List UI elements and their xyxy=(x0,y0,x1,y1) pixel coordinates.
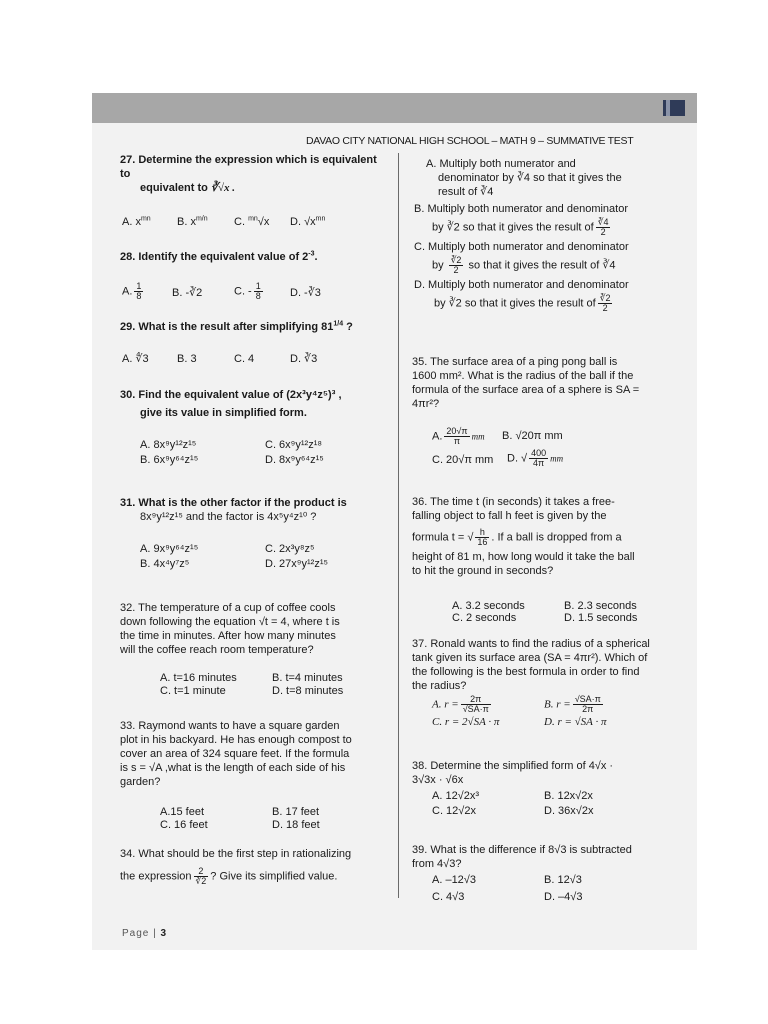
option-c[interactable]: C. 4 xyxy=(234,353,255,365)
option-d[interactable]: D. 27x⁹y¹²z¹⁵ xyxy=(265,558,329,570)
page-badge xyxy=(663,100,685,116)
question-text: Determine the expression which is equivalent to xyxy=(120,154,377,180)
question-33: 33. Raymond wants to have a square garden plot in his backyard. He has enough compost to cover an area of 324 square feet. If the formula is s = √A ,what is the length of each side of his garden? A.15 feet B. 17 feet C. 16 feet D. 18 feet xyxy=(120,720,352,831)
option-d[interactable]: D. 36x√2x xyxy=(544,805,594,817)
option-d[interactable]: D. $√x^{mn}$ xyxy=(290,215,326,228)
option-d[interactable]: D. √ $\frac{400}{4\pi}$ mm xyxy=(507,448,564,468)
question-30: 30. Find the equivalent value of (2x³y⁴z⁵)³ , give its value in simplified form. A. 8x⁹y¹²z¹⁵ C. 6x⁹y¹²z¹⁸ B. 6x⁹y⁶⁴z¹⁵ D. 8x⁹y⁶⁴z¹⁵ xyxy=(120,389,342,466)
option-a[interactable]: A. t=16 minutes xyxy=(160,672,237,684)
page-footer: Page | 3 xyxy=(122,928,168,939)
question-34: 34. What should be the first step in rationalizing the expression $\frac{2}{∛2}$ ? Give its simplified value. xyxy=(120,848,352,886)
option-a[interactable]: A. 3.2 seconds xyxy=(452,600,525,612)
option-b[interactable]: B. t=4 minutes xyxy=(272,672,343,684)
option-b[interactable]: B. r = $\frac{√SA\cdot\pi}{2\pi}$ xyxy=(544,694,601,714)
option-d[interactable]: D. 1.5 seconds xyxy=(564,612,638,624)
option-b[interactable]: B. 4x⁴y⁷z⁵ xyxy=(140,558,190,570)
option-d[interactable]: D. r = √SA · π xyxy=(544,716,607,728)
option-c[interactable]: C. t=1 minute xyxy=(160,685,226,697)
option-a[interactable]: A. 9x⁹y⁶⁴z¹⁵ xyxy=(140,543,199,555)
question-27: 27. Determine the expression which is equivalent to equivalent to ∛√x . A. $x^{mn}$ B. $x^{m/n}$ C. $^{mn}$√x D. $√x^{mn}$ xyxy=(120,154,377,228)
option-b[interactable]: B. -∛2 xyxy=(172,287,203,299)
option-b[interactable]: B. $x^{m/n}$ xyxy=(177,215,208,228)
option-b[interactable]: B. √20π mm xyxy=(502,430,563,442)
option-c[interactable]: C. 16 feet xyxy=(160,819,208,831)
question-35: 35. The surface area of a ping pong ball is 1600 mm². What is the radius of the ball if the formula of the surface area of a sphere is SA = 4πr²? A. $\frac{20√\pi}{\pi}$ mm B. √20π mm C. 20√π mm D. √ $\frac{400}{4\pi}$ mm xyxy=(412,356,640,468)
option-c[interactable]: C. 6x⁹y¹²z¹⁸ xyxy=(265,439,323,451)
document-page xyxy=(92,93,697,950)
option-c[interactable]: C. 12√2x xyxy=(432,805,476,817)
question-38: 38. Determine the simplified form of 4√x · 3√3x · √6x A. 12√2x³ B. 12x√2x C. 12√2x D. 36x√2x xyxy=(412,760,614,817)
option-c[interactable]: C. 20√π mm xyxy=(432,454,494,466)
option-b[interactable]: B. 2.3 seconds xyxy=(564,600,637,612)
option-b[interactable]: B. 17 feet xyxy=(272,806,320,818)
option-b[interactable]: B. Multiply both numerator and denominator by ∛2 so that it gives the result of $\frac{∛4}{2}$ xyxy=(414,203,629,237)
question-29: 29. What is the result after simplifying $81^{1/4}$ ? A. ∜3 B. 3 C. 4 D. ∛3 xyxy=(120,320,353,365)
column-divider xyxy=(398,153,399,898)
option-c[interactable]: C. $^{mn}$√x xyxy=(234,215,270,228)
option-c[interactable]: C. - $\frac{1}{8}$ xyxy=(234,281,261,301)
option-d[interactable]: D. 8x⁹y⁶⁴z¹⁵ xyxy=(265,454,324,466)
option-a[interactable]: A. Multiply both numerator and denominator by ∛4 so that it gives the result of ∛4 xyxy=(426,158,622,198)
option-c[interactable]: C. 2 seconds xyxy=(452,612,517,624)
option-c[interactable]: C. 4√3 xyxy=(432,891,465,903)
option-b[interactable]: B. 12√3 xyxy=(544,874,582,886)
option-d[interactable]: D. t=8 minutes xyxy=(272,685,344,697)
option-a[interactable]: A. 8x⁹y¹²z¹⁵ xyxy=(140,439,197,451)
option-a[interactable]: A. –12√3 xyxy=(432,874,476,886)
option-c[interactable]: C. r = 2√SA · π xyxy=(432,716,500,728)
top-banner xyxy=(92,93,697,123)
option-d[interactable]: D. 18 feet xyxy=(272,819,320,831)
option-a[interactable]: A. ∜3 xyxy=(122,353,149,365)
option-d[interactable]: D. Multiply both numerator and denominator by ∛2 so that it gives the result of $\frac{∛2}{2}$ xyxy=(414,279,629,313)
option-a[interactable]: A.15 feet xyxy=(160,806,205,818)
question-34-options xyxy=(412,157,688,313)
question-number: 27. xyxy=(120,154,136,166)
option-a[interactable]: A. $\frac{1}{8}$ xyxy=(122,281,142,301)
question-36: 36. The time t (in seconds) it takes a free- falling object to fall h feet is given by the formula t = √ $\frac{h}{16}$ . If a ball is dropped from a height of 81 m, how long would it take the ball to hit the ground in seconds? A. 3.2 seconds B. 2.3 seconds C. 2 seconds D. 1.5 seconds xyxy=(412,496,638,624)
question-31: 31. What is the other factor if the product is 8x⁹y¹²z¹⁵ and the factor is 4x⁵y⁴z¹⁰ ? A. 9x⁹y⁶⁴z¹⁵ C. 2x³y⁸z⁵ B. 4x⁴y⁷z⁵ D. 27x⁹y¹²z¹⁵ xyxy=(120,497,347,570)
option-a[interactable]: A. r = $\frac{2\pi}{√SA\cdot\pi}$ xyxy=(432,694,489,714)
option-a[interactable]: A. $x^{mn}$ xyxy=(122,215,151,228)
option-c[interactable]: C. Multiply both numerator and denominator by $\frac{∛2}{2}$ so that it gives the result of ∛4 xyxy=(414,241,629,275)
option-b[interactable]: B. 12x√2x xyxy=(544,790,593,802)
question-28: 28. Identify the equivalent value of $2^{-3}$. A. $\frac{1}{8}$ B. -∛2 C. - $\frac{1}{8}$ D. -∛3 xyxy=(120,250,321,301)
option-a[interactable]: A. $\frac{20√\pi}{\pi}$ mm xyxy=(432,426,485,446)
question-39: 39. What is the difference if 8√3 is subtracted from 4√3? A. –12√3 B. 12√3 C. 4√3 D. –4√3 xyxy=(412,844,632,903)
question-32: 32. The temperature of a cup of coffee cools down following the equation √t = 4, where t is the time in minutes. After how many minutes will the coffee reach room temperature? A. t=16 minutes B. t=4 minutes C. t=1 minute D. t=8 minutes xyxy=(120,602,344,697)
option-a[interactable]: A. 12√2x³ xyxy=(432,790,480,802)
option-d[interactable]: D. -∛3 xyxy=(290,287,321,299)
option-b[interactable]: B. 3 xyxy=(177,353,197,365)
option-c[interactable]: C. 2x³y⁸z⁵ xyxy=(265,543,315,555)
question-37: 37. Ronald wants to find the radius of a spherical tank given its surface area (SA = 4πr²). Which of the following is the best formula in order to find the radius? A. r = $\frac{2\pi}{√SA\cdot\pi}$ B. r = $\frac{√SA\cdot\pi}{2\pi}$ C. r = 2√SA · π D. r = √SA · π xyxy=(412,638,650,728)
option-d[interactable]: D. ∛3 xyxy=(290,353,318,365)
option-d[interactable]: D. –4√3 xyxy=(544,891,583,903)
document-header: DAVAO CITY NATIONAL HIGH SCHOOL – MATH 9 – SUMMATIVE TEST xyxy=(306,135,634,147)
question-expression: ∛√x . xyxy=(210,182,235,194)
option-b[interactable]: B. 6x⁹y⁶⁴z¹⁵ xyxy=(140,454,199,466)
